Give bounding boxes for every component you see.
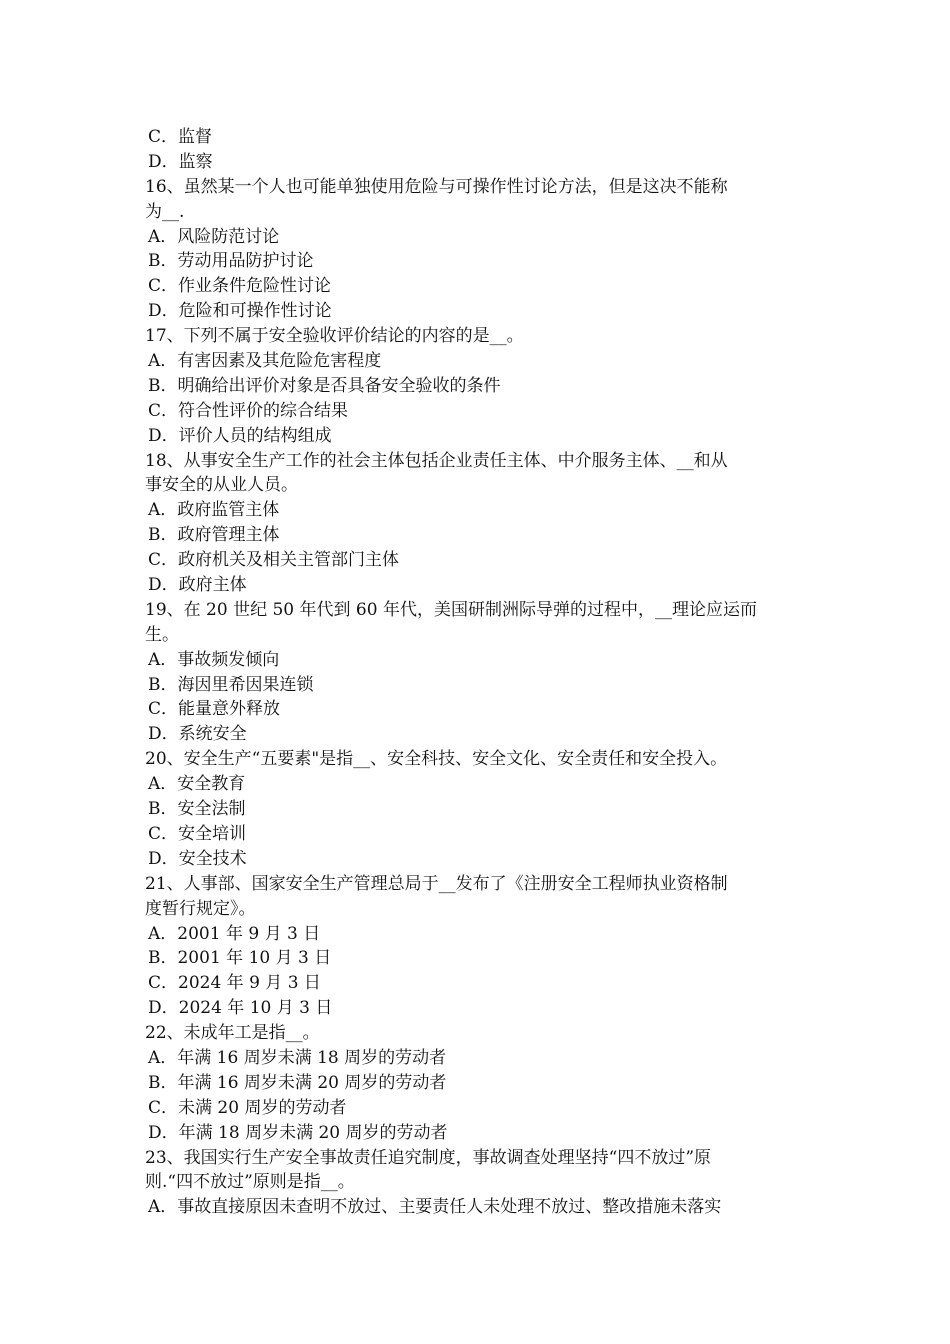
answer-option: C．安全培训 (148, 823, 247, 844)
answer-option: D．安全技术 (148, 848, 247, 869)
answer-option: C．2024 年 9 月 3 日 (148, 973, 321, 994)
question-text: 事安全的从业人员。 (145, 475, 298, 496)
question-text: 为__. (145, 201, 185, 222)
answer-option: C．监督 (148, 127, 213, 147)
answer-option: D．2024 年 10 月 3 日 (148, 998, 333, 1019)
question-text: 18、从事安全生产工作的社会主体包括企业责任主体、中介服务主体、__和从 (145, 450, 728, 471)
question-text: 生。 (145, 624, 179, 645)
question-text: 则.“四不放过”原则是指__。 (145, 1172, 355, 1193)
answer-option: A．安全教育 (148, 774, 246, 795)
answer-option: A．事故直接原因未查明不放过、主要责任人未处理不放过、整改措施未落实 (148, 1197, 722, 1218)
answer-option: D．监察 (148, 151, 213, 172)
answer-option: D．政府主体 (148, 575, 247, 596)
answer-option: D．年满 18 周岁未满 20 周岁的劳动者 (148, 1122, 448, 1143)
answer-option: C．未满 20 周岁的劳动者 (148, 1097, 347, 1118)
answer-option: C．作业条件危险性讨论 (148, 276, 332, 297)
answer-option: B．年满 16 周岁未满 20 周岁的劳动者 (148, 1072, 447, 1093)
answer-option: D．评价人员的结构组成 (148, 425, 332, 446)
answer-option: A．年满 16 周岁未满 18 周岁的劳动者 (148, 1047, 447, 1068)
question-text: 17、下列不属于安全验收评价结论的内容的是__。 (145, 326, 524, 347)
question-text: 23、我国实行生产安全事故责任追究制度，事故调查处理坚持“四不放过”原 (145, 1147, 712, 1168)
answer-option: B．明确给出评价对象是否具备安全验收的条件 (148, 375, 501, 396)
answer-option: D．系统安全 (148, 724, 247, 745)
answer-option: A．政府监管主体 (148, 500, 280, 521)
answer-option: C．能量意外释放 (148, 699, 281, 720)
question-text: 19、在 20 世纪 50 年代到 60 年代，美国研制洲际导弹的过程中，__理论应运而 (145, 599, 757, 620)
question-list (145, 125, 810, 1220)
question-text: 22、未成年工是指__。 (145, 1023, 320, 1044)
answer-option: A．事故频发倾向 (148, 649, 280, 670)
question-text: 21、人事部、国家安全生产管理总局于__发布了《注册安全工程师执业资格制 (145, 873, 728, 894)
answer-option: D．危险和可操作性讨论 (148, 301, 332, 322)
answer-option: C．政府机关及相关主管部门主体 (148, 550, 400, 571)
answer-option: A．风险防范讨论 (148, 226, 280, 247)
answer-option: B．安全法制 (148, 799, 246, 820)
answer-option: B．2001 年 10 月 3 日 (148, 948, 332, 969)
answer-option: B．海因里希因果连锁 (148, 674, 314, 695)
answer-option: B．政府管理主体 (148, 525, 280, 546)
question-text: 20、安全生产“五要素"是指__、安全科技、安全文化、安全责任和安全投入。 (145, 749, 728, 770)
answer-option: A．2001 年 9 月 3 日 (148, 923, 321, 944)
question-text: 度暂行规定》。 (145, 898, 256, 919)
answer-option: C．符合性评价的综合结果 (148, 400, 349, 421)
answer-option: A．有害因素及其危险危害程度 (148, 351, 382, 372)
question-text: 16、虽然某一个人也可能单独使用危险与可操作性讨论方法，但是这决不能称 (145, 176, 728, 197)
answer-option: B．劳动用品防护讨论 (148, 251, 314, 272)
